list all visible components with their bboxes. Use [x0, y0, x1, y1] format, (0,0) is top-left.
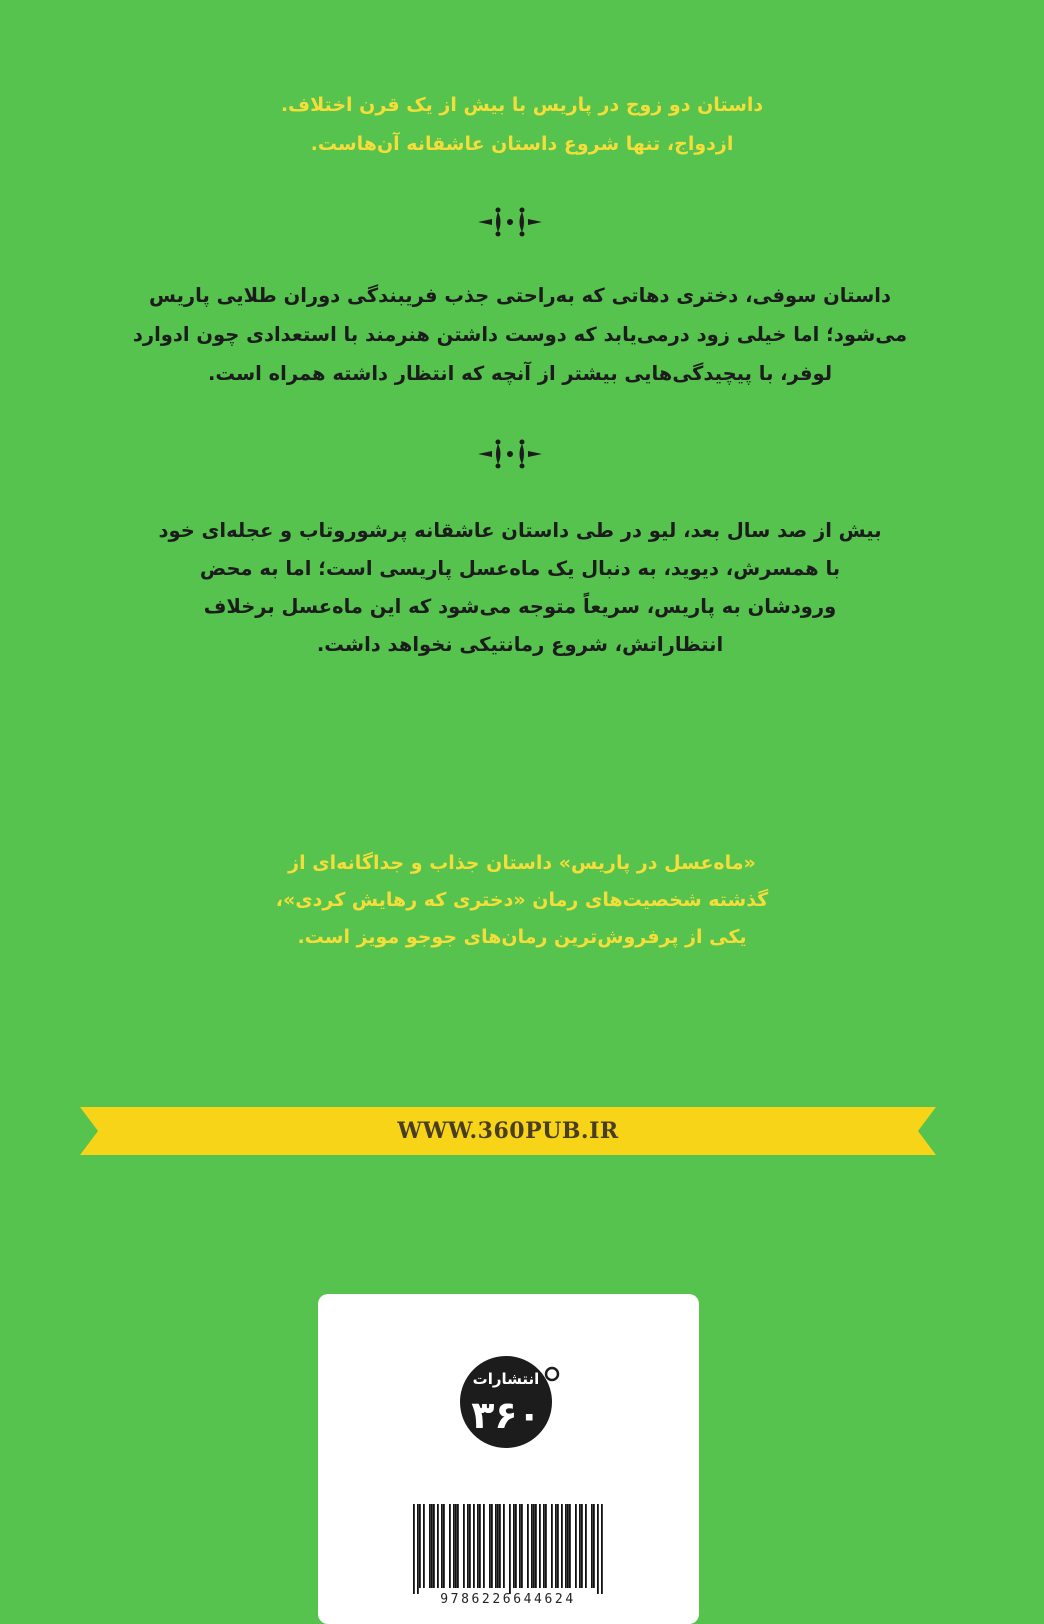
description-paragraph-1 — [120, 276, 920, 393]
barcode-bar — [455, 1504, 457, 1588]
promo-quote — [150, 845, 894, 956]
barcode-bar — [575, 1504, 577, 1588]
barcode-bar — [543, 1504, 545, 1588]
barcode-bar — [423, 1504, 425, 1588]
website-url[interactable]: WWW.360PUB.IR — [397, 1118, 619, 1144]
barcode-bar — [557, 1504, 559, 1588]
barcode-bar — [539, 1504, 541, 1588]
barcode-bar — [519, 1504, 521, 1588]
barcode-bar — [499, 1504, 501, 1588]
paragraph-line: ورودشان به پاریس، سریعاً متوجه می‌شود که این ماه‌عسل برخلاف — [203, 595, 837, 618]
barcode-bar — [483, 1504, 485, 1588]
publisher-number: ۳۶۰ — [471, 1393, 541, 1437]
paragraph-line: با همسرش، دیوید، به دنبال یک ماه‌عسل پاریسی است؛ اما به محض — [199, 557, 841, 580]
barcode-bar — [453, 1504, 455, 1588]
barcode-bar — [601, 1504, 603, 1594]
barcode-bar — [513, 1504, 515, 1588]
tagline — [150, 86, 894, 164]
barcode-bar — [535, 1504, 537, 1588]
barcode-bar — [433, 1504, 435, 1588]
barcode-bar — [441, 1504, 443, 1588]
barcode-bar — [419, 1504, 421, 1588]
barcode-bar — [533, 1504, 535, 1588]
barcode-bar — [593, 1504, 595, 1588]
quote-line: یکی از پرفروش‌ترین رمان‌های جوجو مویز است. — [297, 926, 747, 948]
barcode-bar — [443, 1504, 445, 1588]
barcode-bar — [581, 1504, 583, 1588]
publisher-logo-icon — [454, 1344, 564, 1454]
barcode-bar — [515, 1504, 517, 1588]
barcode-bar — [449, 1504, 451, 1588]
barcode-bar — [551, 1504, 553, 1588]
barcode-bar — [469, 1504, 471, 1588]
barcode-bar — [569, 1504, 571, 1588]
publisher-label: انتشارات — [472, 1370, 540, 1388]
barcode-bar — [561, 1504, 563, 1588]
ornament-divider-icon — [470, 204, 550, 240]
barcode-bar — [491, 1504, 493, 1588]
barcode-bar — [495, 1504, 497, 1588]
barcode-bar — [509, 1504, 511, 1594]
tagline-line: ازدواج، تنها شروع داستان عاشقانه آن‌هاست. — [310, 133, 734, 155]
barcode-bar — [417, 1504, 419, 1594]
barcode-bar — [473, 1504, 475, 1588]
barcode-bar — [477, 1504, 479, 1588]
isbn-digits: 9786226644624 — [440, 1592, 576, 1607]
quote-line: گذشته شخصیت‌های رمان «دختری که رهایش کردی»، — [275, 889, 769, 911]
barcode-bar — [591, 1504, 593, 1588]
barcode-bar — [503, 1504, 505, 1588]
paragraph-line: لوفر، با پیچیدگی‌هایی بیشتر از آنچه که انتظار داشته همراه است. — [207, 362, 833, 385]
barcode-bar — [497, 1504, 499, 1588]
barcode-bar — [567, 1504, 569, 1588]
barcode-bar — [463, 1504, 465, 1588]
barcode — [413, 1504, 603, 1594]
barcode-bar — [479, 1504, 481, 1588]
quote-line: «ماه‌عسل در پاریس» داستان جذاب و جداگانه‌ای از — [288, 852, 756, 874]
barcode-bar — [597, 1504, 599, 1594]
barcode-bar — [545, 1504, 547, 1588]
barcode-bar — [489, 1504, 491, 1588]
barcode-bar — [555, 1504, 557, 1588]
paragraph-line: می‌شود؛ اما خیلی زود درمی‌یابد که دوست داشتن هنرمند با استعدادی چون ادوارد — [132, 323, 908, 346]
paragraph-line: انتظاراتش، شروع رمانتیکی نخواهد داشت. — [316, 633, 724, 656]
description-paragraph-2 — [120, 512, 920, 664]
barcode-bar — [457, 1504, 459, 1588]
paragraph-line: داستان سوفی، دختری دهاتی که به‌راحتی جذب فریبندگی دوران طلایی پاریس — [149, 284, 891, 307]
barcode-bar — [531, 1504, 533, 1588]
barcode-bar — [521, 1504, 523, 1588]
ornament-divider-icon — [470, 436, 550, 472]
barcode-bar — [431, 1504, 433, 1588]
barcode-bar — [527, 1504, 529, 1588]
barcode-bar — [429, 1504, 431, 1588]
barcode-bar — [585, 1504, 587, 1588]
barcode-bar — [467, 1504, 469, 1588]
barcode-bar — [579, 1504, 581, 1588]
tagline-line: داستان دو زوج در پاریس با بیش از یک قرن اختلاف. — [280, 94, 764, 116]
publisher-panel — [318, 1294, 699, 1624]
paragraph-line: بیش از صد سال بعد، لیو در طی داستان عاشقانه پرشوروتاب و عجله‌ای خود — [158, 519, 882, 542]
barcode-bar — [413, 1504, 415, 1594]
barcode-bar — [437, 1504, 439, 1588]
barcode-bar — [565, 1504, 567, 1588]
